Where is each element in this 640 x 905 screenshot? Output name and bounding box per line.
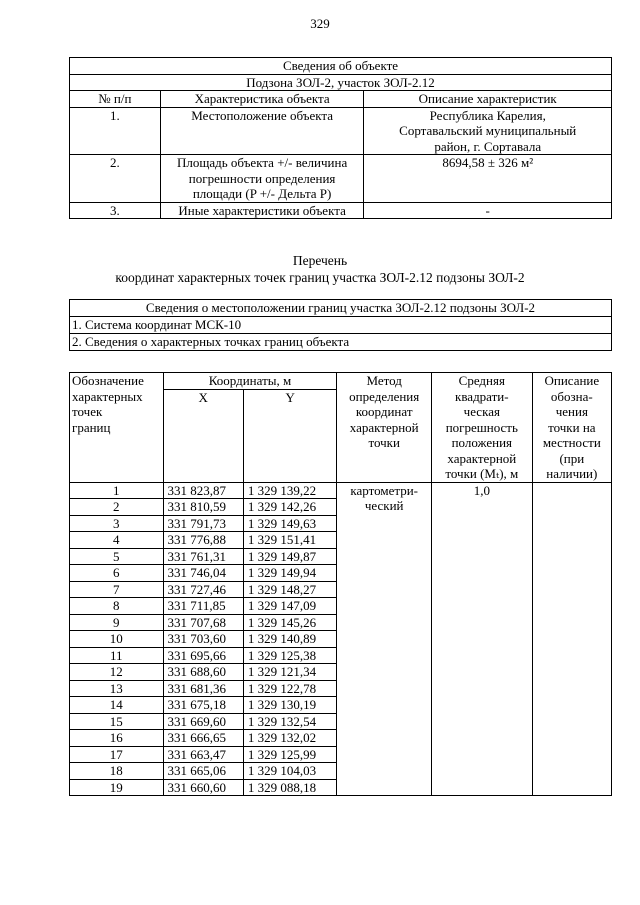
- coord-y: 1 329 121,34: [243, 664, 337, 681]
- point-number: 19: [70, 779, 164, 796]
- header-description: Описание характеристик: [364, 91, 612, 108]
- coord-y: 1 329 145,26: [243, 614, 337, 631]
- point-number: 11: [70, 647, 164, 664]
- coord-x: 331 663,47: [163, 746, 243, 763]
- coord-x: 331 688,60: [163, 664, 243, 681]
- coord-x: 331 669,60: [163, 713, 243, 730]
- object-info-table: [69, 57, 612, 219]
- points-table: [69, 372, 612, 796]
- point-number: 7: [70, 581, 164, 598]
- location-info-item2: 2. Сведения о характерных точках границ объекта: [70, 334, 612, 351]
- header-x: X: [163, 389, 243, 482]
- coord-y: 1 329 149,87: [243, 548, 337, 565]
- point-number: 9: [70, 614, 164, 631]
- point-description-value: [532, 482, 611, 796]
- coord-x: 331 681,36: [163, 680, 243, 697]
- coord-y: 1 329 104,03: [243, 763, 337, 780]
- point-number: 8: [70, 598, 164, 615]
- point-number: 5: [70, 548, 164, 565]
- coord-x: 331 746,04: [163, 565, 243, 582]
- coord-y: 1 329 139,22: [243, 482, 337, 499]
- coord-y: 1 329 132,54: [243, 713, 337, 730]
- point-number: 14: [70, 697, 164, 714]
- coord-x: 331 810,59: [163, 499, 243, 516]
- coord-x: 331 695,66: [163, 647, 243, 664]
- object-row: 3. Иные характеристики объекта -: [70, 202, 612, 219]
- location-info-table: [69, 299, 612, 351]
- list-heading-line2: координат характерных точек границ участка ЗОЛ-2.12 подзоны ЗОЛ-2: [115, 270, 525, 285]
- coord-y: 1 329 140,89: [243, 631, 337, 648]
- point-number: 12: [70, 664, 164, 681]
- coord-y: 1 329 147,09: [243, 598, 337, 615]
- header-y: Y: [243, 389, 337, 482]
- coord-x: 331 823,87: [163, 482, 243, 499]
- coord-y: 1 329 151,41: [243, 532, 337, 549]
- point-number: 10: [70, 631, 164, 648]
- point-number: 17: [70, 746, 164, 763]
- header-designation: Обозначение характерных точек границ: [70, 373, 164, 483]
- point-number: 6: [70, 565, 164, 582]
- object-row: 2. Площадь объекта +/- величина погрешности определения площади (P +/- Дельта P) 8694,58 ± 326 м²: [70, 155, 612, 203]
- coord-y: 1 329 148,27: [243, 581, 337, 598]
- coord-x: 331 665,06: [163, 763, 243, 780]
- location-info-title: Сведения о местоположении границ участка ЗОЛ-2.12 подзоны ЗОЛ-2: [70, 300, 612, 317]
- point-number: 16: [70, 730, 164, 747]
- list-heading-line1: Перечень: [292, 253, 348, 268]
- coord-y: 1 329 125,99: [243, 746, 337, 763]
- header-coords: Координаты, м: [163, 373, 337, 390]
- coord-y: 1 329 142,26: [243, 499, 337, 516]
- coord-x: 331 675,18: [163, 697, 243, 714]
- header-num: № п/п: [70, 91, 161, 108]
- object-row: 1. Местоположение объекта Республика Карелия, Сортавальский муниципальный район, г. Сортавала: [70, 107, 612, 155]
- header-method: Метод определения координат характерной точки: [337, 373, 432, 483]
- point-number: 3: [70, 515, 164, 532]
- coord-x: 331 761,31: [163, 548, 243, 565]
- coord-x: 331 711,85: [163, 598, 243, 615]
- page-number: 329: [310, 16, 330, 31]
- location-info-item1: 1. Система координат МСК-10: [70, 317, 612, 334]
- accuracy-value: 1,0: [431, 482, 532, 796]
- point-number: 2: [70, 499, 164, 516]
- coord-y: 1 329 132,02: [243, 730, 337, 747]
- coord-x: 331 703,60: [163, 631, 243, 648]
- coord-y: 1 329 125,38: [243, 647, 337, 664]
- header-accuracy: Средняя квадрати- ческая погрешность положения характерной точки (Mₜ), м: [431, 373, 532, 483]
- point-number: 4: [70, 532, 164, 549]
- point-number: 18: [70, 763, 164, 780]
- coord-x: 331 727,46: [163, 581, 243, 598]
- coord-x: 331 660,60: [163, 779, 243, 796]
- coord-x: 331 707,68: [163, 614, 243, 631]
- coord-y: 1 329 149,63: [243, 515, 337, 532]
- point-number: 1: [70, 482, 164, 499]
- header-characteristic: Характеристика объекта: [160, 91, 364, 108]
- table-row: [70, 482, 612, 499]
- point-number: 13: [70, 680, 164, 697]
- object-info-title: Сведения об объекте: [70, 58, 612, 75]
- coord-x: 331 776,88: [163, 532, 243, 549]
- coord-x: 331 666,65: [163, 730, 243, 747]
- object-info-subtitle: Подзона ЗОЛ-2, участок ЗОЛ-2.12: [70, 74, 612, 91]
- coord-y: 1 329 149,94: [243, 565, 337, 582]
- coord-y: 1 329 122,78: [243, 680, 337, 697]
- method-value: картометри- ческий: [337, 482, 432, 796]
- coord-x: 331 791,73: [163, 515, 243, 532]
- point-number: 15: [70, 713, 164, 730]
- coord-y: 1 329 088,18: [243, 779, 337, 796]
- header-point-description: Описание обозна- чения точки на местности (при наличии): [532, 373, 611, 483]
- coord-y: 1 329 130,19: [243, 697, 337, 714]
